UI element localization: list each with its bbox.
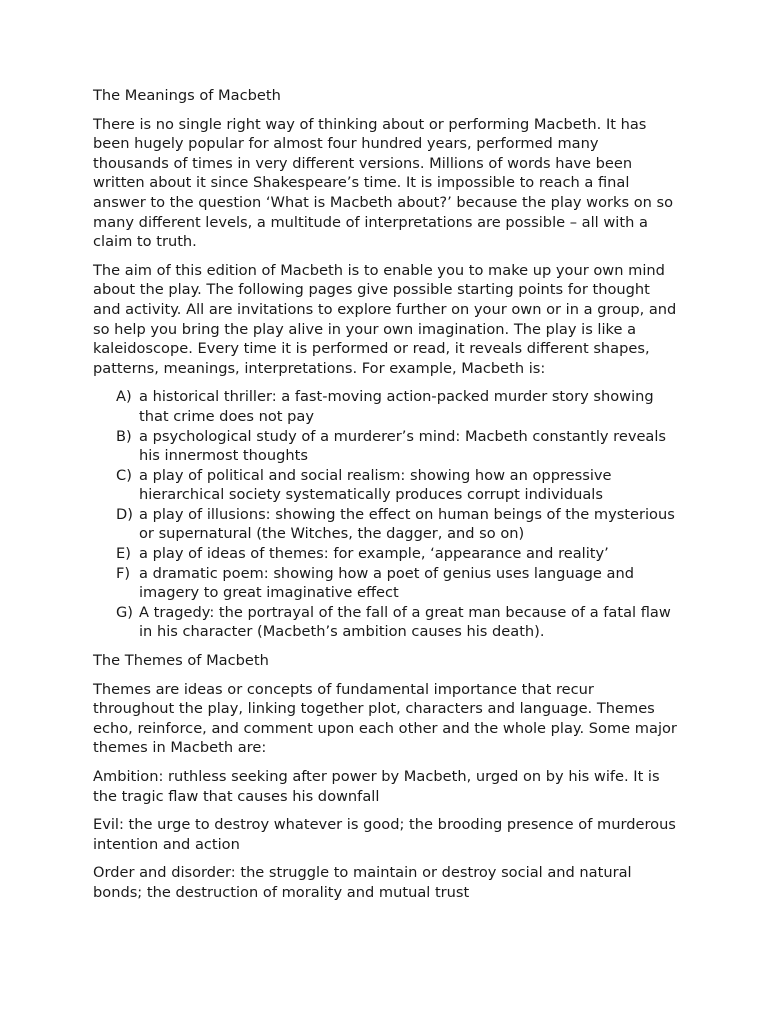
list-marker: B) bbox=[116, 427, 132, 445]
list-item bbox=[93, 427, 678, 466]
list-item bbox=[93, 505, 678, 544]
paragraph-themes-intro: Themes are ideas or concepts of fundamental importance that recur throughout the play, linking together plot, characters and language. Themes echo, reinforce, and comment upon each other and the whole play. Some major themes in Macbeth are: bbox=[93, 680, 677, 757]
document-page bbox=[93, 86, 678, 912]
list-marker: G) bbox=[116, 603, 134, 621]
list-item-text: a play of ideas of themes: for example, ‘appearance and reality’ bbox=[139, 545, 609, 563]
list-item-text: a psychological study of a murderer’s mind: Macbeth constantly reveals his innermost thoughts bbox=[139, 427, 667, 465]
paragraph-theme-ambition: Ambition: ruthless seeking after power by Macbeth, urged on by his wife. It is the tragic flaw that causes his downfall bbox=[93, 768, 660, 805]
list-item bbox=[93, 603, 678, 642]
interpretations-list bbox=[93, 387, 678, 642]
list-item-text: a play of illusions: showing the effect on human beings of the mysterious or supernatural (the Witches, the dagger, and so on) bbox=[139, 505, 675, 543]
list-item bbox=[93, 564, 678, 603]
paragraph-aim: The aim of this edition of Macbeth is to enable you to make up your own mind about the play. The following pages give possible starting points for thought and activity. All are invitations to explore further on your own or in a group, and so help you bring the play alive in your own imagination. The play is like a kaleidoscope. Every time it is performed or read, it reveals different shapes, patterns, meanings, interpretations. For example, Macbeth is: bbox=[93, 261, 677, 377]
list-item-text: a historical thriller: a fast-moving action-packed murder story showing that crime does not pay bbox=[139, 388, 654, 425]
list-item-text: A tragedy: the portrayal of the fall of a great man because of a fatal flaw in his character (Macbeth’s ambition causes his death). bbox=[139, 603, 671, 641]
list-marker: A) bbox=[116, 388, 132, 406]
list-marker: D) bbox=[116, 505, 133, 523]
list-item bbox=[93, 466, 678, 505]
section-heading-meanings: The Meanings of Macbeth bbox=[93, 87, 281, 104]
list-item bbox=[93, 387, 678, 426]
list-item bbox=[93, 544, 678, 564]
list-marker: E) bbox=[116, 545, 131, 563]
list-marker: C) bbox=[116, 466, 132, 484]
list-item-text: a dramatic poem: showing how a poet of genius uses language and imagery to great imaginative effect bbox=[139, 564, 634, 602]
paragraph-intro: There is no single right way of thinking about or performing Macbeth. It has been hugely popular for almost four hundred years, performed many thousands of times in very different versions. Millions of words have been written about it since Shakespeare’s time. It is impossible to reach a final answer to the question ‘What is Macbeth about?’ because the play works on so many different levels, a multitude of interpretations are possible – all with a claim to truth. bbox=[93, 115, 674, 251]
list-marker: F) bbox=[116, 564, 131, 582]
paragraph-theme-order: Order and disorder: the struggle to maintain or destroy social and natural bonds; the destruction of morality and mutual trust bbox=[93, 864, 632, 901]
list-item-text: a play of political and social realism: showing how an oppressive hierarchical society systematically produces corrupt individuals bbox=[139, 466, 612, 504]
paragraph-theme-evil: Evil: the urge to destroy whatever is good; the brooding presence of murderous intention and action bbox=[93, 816, 676, 853]
section-heading-themes: The Themes of Macbeth bbox=[93, 652, 269, 670]
